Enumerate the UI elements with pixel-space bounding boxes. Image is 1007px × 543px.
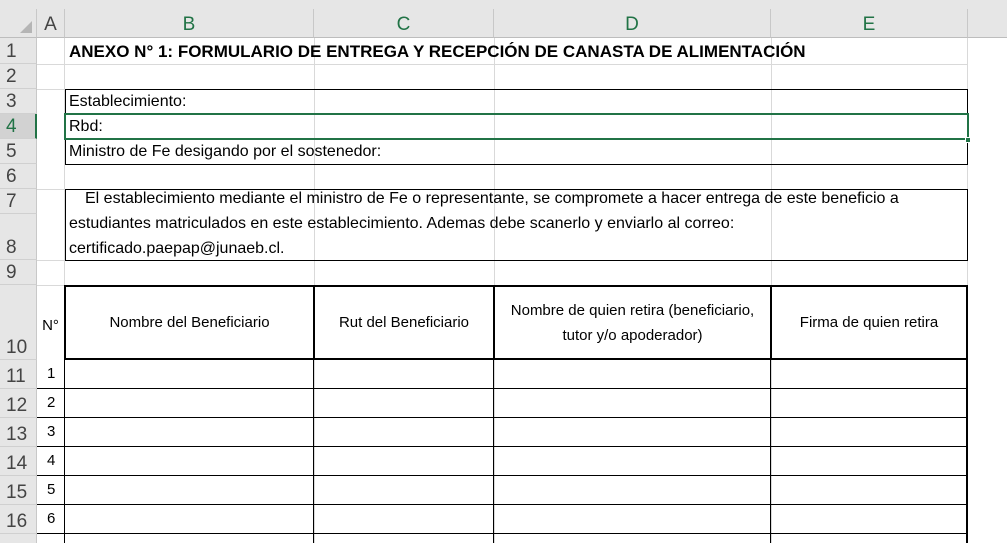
row-header-11[interactable]: 11 <box>0 360 37 389</box>
row-number: 5 <box>47 481 56 498</box>
form-title: ANEXO N° 1: FORMULARIO DE ENTREGA Y RECEPCIÓN DE CANASTA DE ALIMENTACIÓN <box>69 42 806 61</box>
table-row[interactable] <box>37 418 968 447</box>
row-header-8[interactable]: 8 <box>0 214 37 260</box>
select-all-button[interactable] <box>0 9 37 38</box>
header-firma <box>770 285 968 360</box>
header-firma-label: Firma de quien retira <box>799 314 939 331</box>
row-number: 2 <box>47 394 56 411</box>
row-number: 1 <box>47 365 56 382</box>
row-number: 6 <box>47 510 56 527</box>
notice-line-3: certificado.paepap@junaeb.cl. <box>69 240 285 257</box>
header-rut-label: Rut del Beneficiario <box>338 314 470 331</box>
header-quien-line-1: Nombre de quien retira (beneficiario, <box>510 301 755 319</box>
row-header-2[interactable]: 2 <box>0 64 37 89</box>
notice-line-2: estudiantes matriculados en este establecimiento. Ademas debe scanerlo y enviarlo al correo: <box>69 215 735 232</box>
row-header-3[interactable]: 3 <box>0 89 37 114</box>
table-row[interactable] <box>37 360 968 389</box>
row-header-13[interactable]: 13 <box>0 418 37 447</box>
row-header-7[interactable]: 7 <box>0 189 37 214</box>
row-header-9[interactable]: 9 <box>0 260 37 285</box>
header-rut-beneficiario <box>313 285 495 360</box>
column-header-a[interactable]: A <box>37 9 65 38</box>
table-row[interactable] <box>37 476 968 505</box>
row-header-1[interactable]: 1 <box>0 38 37 64</box>
table-row[interactable] <box>37 505 968 534</box>
column-header-filler <box>968 9 1007 38</box>
header-nombre-beneficiario <box>64 285 315 360</box>
selected-cell[interactable] <box>64 113 969 140</box>
header-nombre-label: Nombre del Beneficiario <box>109 314 270 331</box>
fill-handle[interactable] <box>965 137 971 143</box>
row-number: 3 <box>47 423 56 440</box>
establecimiento-label: Establecimiento: <box>69 93 187 110</box>
column-header-d[interactable]: D <box>494 9 771 38</box>
row-number: 4 <box>47 452 56 469</box>
row-header-5[interactable]: 5 <box>0 139 37 164</box>
row-header-12[interactable]: 12 <box>0 389 37 418</box>
row-header-6[interactable]: 6 <box>0 164 37 189</box>
row-header-16[interactable]: 16 <box>0 505 37 534</box>
row-header-10[interactable]: 10 <box>0 285 37 360</box>
table-row[interactable] <box>37 447 968 476</box>
ministro-label: Ministro de Fe desigando por el sostenedor: <box>69 143 382 160</box>
row-header-14[interactable]: 14 <box>0 447 37 476</box>
row-header-filler <box>0 534 37 543</box>
header-no: N° <box>42 316 59 334</box>
column-header-c[interactable]: C <box>314 9 494 38</box>
gridline <box>37 64 968 65</box>
select-all-triangle-icon <box>20 21 32 33</box>
rbd-label: Rbd: <box>69 118 103 135</box>
header-quien-line-2: tutor y/o apoderador) <box>562 326 703 344</box>
column-header-e[interactable]: E <box>771 9 968 38</box>
header-quien-retira <box>493 285 772 360</box>
row-header-4[interactable]: 4 <box>0 114 37 139</box>
table-row[interactable] <box>37 389 968 418</box>
row-header-15[interactable]: 15 <box>0 476 37 505</box>
column-header-b[interactable]: B <box>65 9 314 38</box>
ribbon-edge <box>0 0 1007 9</box>
notice-line-1: El establecimiento mediante el ministro de Fe o representante, se compromete a hacer entrega de este beneficio a <box>85 190 899 207</box>
